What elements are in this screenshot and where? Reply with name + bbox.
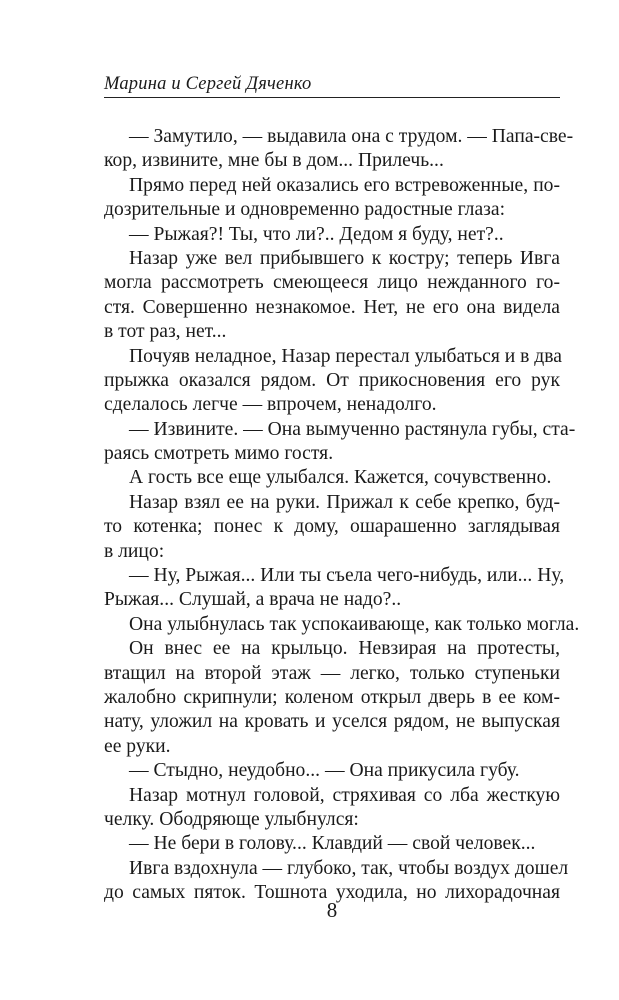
running-header: Марина и Сергей Дяченко bbox=[104, 74, 312, 94]
paragraph bbox=[104, 174, 560, 223]
text-line: до самых пяток. Тошнота уходила, но лихорадочная bbox=[104, 882, 560, 904]
body-text bbox=[104, 125, 580, 906]
text-line: втащил на второй этаж — легко, только ступеньки bbox=[104, 662, 560, 684]
text-line: сделалось легче — впрочем, ненадолго. bbox=[104, 394, 437, 416]
text-line: ее руки. bbox=[104, 735, 171, 757]
text-line: в лицо: bbox=[104, 540, 165, 562]
text-line: А гость все еще улыбался. Кажется, сочувственно. bbox=[129, 467, 552, 489]
text-line: в тот раз, нет... bbox=[104, 321, 227, 343]
text-line: Прямо перед ней оказались его встревоженные, по- bbox=[129, 174, 560, 196]
text-line: — Стыдно, неудобно... — Она прикусила губу. bbox=[129, 760, 520, 782]
paragraph bbox=[104, 223, 560, 247]
text-line: нату, уложил на кровать и уселся рядом, не выпуская bbox=[104, 711, 560, 733]
text-line: — Не бери в голову... Клавдий — свой человек... bbox=[129, 833, 536, 855]
text-line: жалобно скрипнули; коленом открыл дверь в ее ком- bbox=[104, 686, 560, 708]
paragraph bbox=[104, 613, 580, 637]
text-line: раясь смотреть мимо гостя. bbox=[104, 443, 334, 465]
text-line: — Замутило, — выдавила она с трудом. — Папа-све- bbox=[129, 126, 574, 147]
paragraph bbox=[104, 491, 560, 564]
paragraph bbox=[104, 832, 560, 856]
text-line: могла рассмотреть смеющееся лицо нежданного го- bbox=[104, 272, 560, 294]
text-line: кор, извините, мне бы в дом... Прилечь... bbox=[104, 150, 444, 172]
text-line: Почуяв неладное, Назар перестал улыбаться и в два bbox=[129, 345, 562, 367]
text-line: прыжка оказался рядом. От прикосновения его рук bbox=[104, 369, 560, 391]
text-line: Назар уже вел прибывшего к костру; теперь Ивга bbox=[129, 247, 560, 269]
text-line: Назар мотнул головой, стряхивая со лба жесткую bbox=[129, 784, 560, 806]
paragraph bbox=[104, 345, 560, 418]
text-line: то котенка; понес к дому, ошарашенно заглядывая bbox=[104, 516, 560, 538]
paragraph bbox=[104, 564, 565, 613]
text-line: — Рыжая?! Ты, что ли?.. Дедом я буду, нет?.. bbox=[129, 223, 504, 245]
text-line: — Ну, Рыжая... Или ты съела чего-нибудь, или... Ну, bbox=[129, 565, 565, 587]
paragraph bbox=[104, 247, 560, 345]
text-line: дозрительные и одновременно радостные глаза: bbox=[104, 199, 506, 221]
text-line: челку. Ободряюще улыбнулся: bbox=[104, 808, 359, 830]
text-line: Рыжая... Слушай, а врача не надо?.. bbox=[104, 589, 402, 611]
page-number: 8 bbox=[326, 898, 338, 922]
text-line: — Извините. — Она вымученно растянула губы, ста- bbox=[129, 418, 576, 440]
text-line: Она улыбнулась так успокаивающе, как только могла. bbox=[129, 613, 580, 635]
paragraph bbox=[104, 784, 560, 833]
paragraph bbox=[104, 125, 574, 174]
paragraph bbox=[104, 759, 560, 783]
paragraph bbox=[104, 466, 560, 490]
text-line: Он внес ее на крыльцо. Невзирая на протесты, bbox=[129, 638, 560, 660]
text-line: Ивга вздохнула — глубоко, так, чтобы воздух дошел bbox=[129, 857, 569, 879]
paragraph bbox=[104, 418, 576, 467]
text-line: стя. Совершенно незнакомое. Нет, не его она видела bbox=[104, 296, 560, 318]
paragraph bbox=[104, 637, 560, 759]
text-line: Назар взял ее на руки. Прижал к себе крепко, буд- bbox=[129, 491, 560, 513]
header-rule bbox=[104, 97, 560, 98]
